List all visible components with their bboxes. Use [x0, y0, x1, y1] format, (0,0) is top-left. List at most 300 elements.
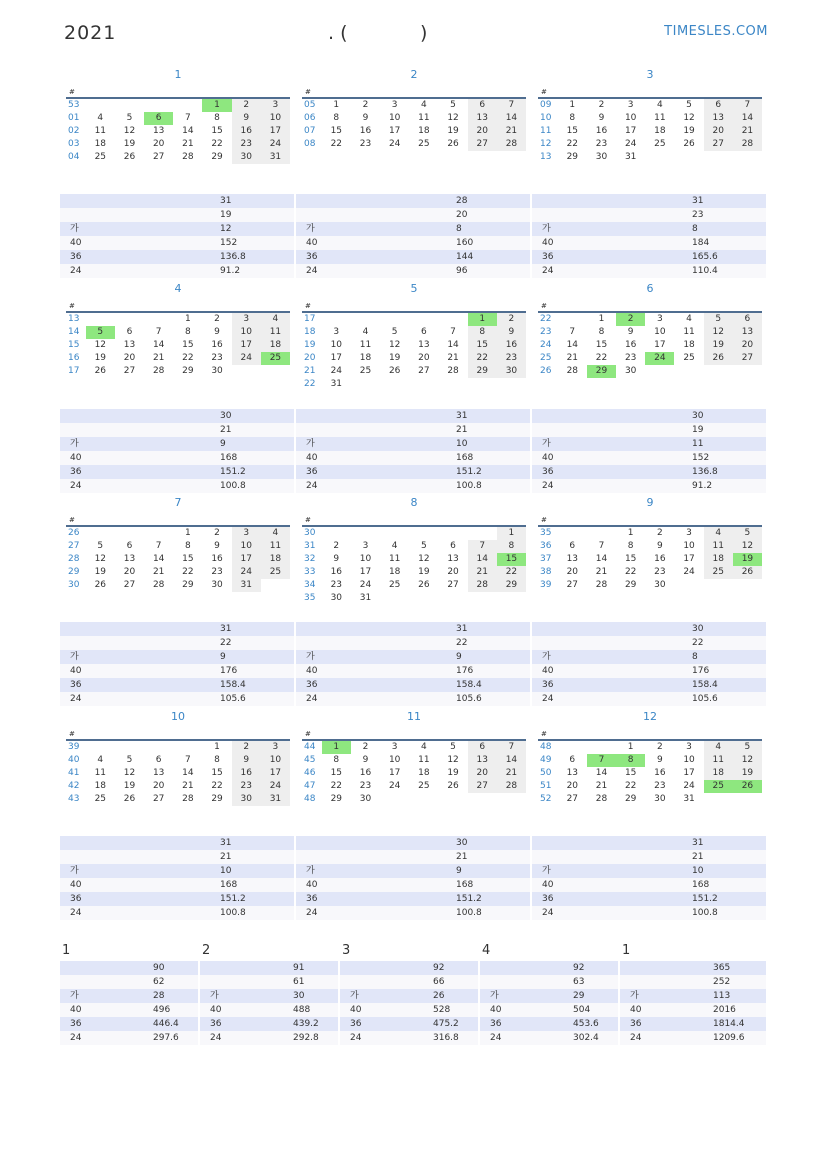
day-cell[interactable]: 3 — [391, 100, 398, 110]
day-cell[interactable]: 5 — [86, 326, 115, 339]
day-cell[interactable]: 20 — [566, 781, 579, 791]
day-cell[interactable]: 6 — [126, 541, 133, 551]
day-cell[interactable]: 26 — [447, 139, 459, 149]
day-cell[interactable]: 16 — [654, 768, 666, 778]
day-cell[interactable]: 19 — [418, 567, 430, 577]
day-cell[interactable]: 7 — [184, 755, 191, 765]
day-cell[interactable]: 30 — [595, 152, 608, 162]
day-cell[interactable]: 9 — [232, 754, 261, 767]
day-cell[interactable]: 27 — [123, 580, 136, 590]
day-cell[interactable]: 18 — [94, 139, 107, 149]
day-cell[interactable]: 12 — [733, 540, 762, 553]
day-cell[interactable]: 8 — [468, 326, 497, 339]
day-cell[interactable]: 9 — [214, 327, 220, 337]
day-cell[interactable]: 16 — [654, 554, 666, 564]
day-cell[interactable]: 16 — [595, 126, 608, 136]
day-cell[interactable]: 15 — [182, 340, 194, 350]
day-cell[interactable]: 17 — [359, 567, 372, 577]
day-cell[interactable]: 5 — [126, 755, 133, 765]
day-cell[interactable]: 13 — [733, 326, 762, 339]
day-cell[interactable]: 25 — [418, 139, 430, 149]
day-cell[interactable]: 21 — [182, 781, 194, 791]
day-cell[interactable]: 25 — [418, 781, 430, 791]
day-cell[interactable]: 1 — [322, 741, 351, 754]
day-cell[interactable]: 3 — [232, 527, 261, 540]
day-cell[interactable]: 15 — [211, 126, 223, 136]
day-cell[interactable]: 3 — [232, 313, 261, 326]
day-cell[interactable]: 2 — [598, 100, 605, 110]
day-cell[interactable]: 29 — [211, 794, 223, 804]
day-cell[interactable]: 21 — [497, 767, 526, 780]
day-cell[interactable]: 19 — [683, 126, 695, 136]
day-cell[interactable]: 1 — [569, 100, 576, 110]
day-cell[interactable]: 14 — [152, 554, 165, 564]
day-cell[interactable]: 17 — [232, 339, 261, 352]
day-cell[interactable]: 7 — [587, 754, 616, 767]
day-cell[interactable]: 21 — [733, 125, 762, 138]
day-cell[interactable]: 19 — [733, 553, 762, 566]
day-cell[interactable]: 27 — [733, 352, 762, 365]
day-cell[interactable]: 29 — [468, 365, 497, 378]
day-cell[interactable]: 31 — [261, 793, 290, 806]
day-cell[interactable]: 1 — [468, 313, 497, 326]
day-cell[interactable]: 9 — [656, 755, 663, 765]
day-cell[interactable]: 12 — [447, 113, 459, 123]
day-cell[interactable]: 31 — [330, 379, 343, 389]
day-cell[interactable]: 10 — [261, 754, 290, 767]
day-cell[interactable]: 17 — [388, 126, 401, 136]
day-cell[interactable]: 31 — [261, 151, 290, 164]
day-cell[interactable]: 22 — [468, 352, 497, 365]
day-cell[interactable]: 14 — [182, 768, 194, 778]
day-cell[interactable]: 4 — [704, 527, 733, 540]
day-cell[interactable]: 24 — [388, 781, 401, 791]
day-cell[interactable]: 23 — [359, 139, 372, 149]
day-cell[interactable]: 4 — [97, 113, 104, 123]
day-cell[interactable]: 26 — [388, 366, 401, 376]
day-cell[interactable]: 20 — [447, 567, 459, 577]
day-cell[interactable]: 25 — [704, 780, 733, 793]
day-cell[interactable]: 17 — [624, 126, 637, 136]
day-cell[interactable]: 28 — [595, 580, 608, 590]
day-cell[interactable]: 24 — [645, 352, 674, 365]
day-cell[interactable]: 8 — [333, 755, 340, 765]
day-cell[interactable]: 30 — [654, 580, 666, 590]
day-cell[interactable]: 23 — [359, 781, 372, 791]
day-cell[interactable]: 18 — [418, 768, 430, 778]
day-cell[interactable]: 22 — [182, 567, 194, 577]
day-cell[interactable]: 13 — [566, 554, 579, 564]
day-cell[interactable]: 27 — [418, 366, 430, 376]
day-cell[interactable]: 2 — [656, 742, 663, 752]
day-cell[interactable]: 4 — [420, 100, 427, 110]
day-cell[interactable]: 18 — [388, 567, 401, 577]
day-cell[interactable]: 29 — [587, 365, 616, 378]
day-cell[interactable]: 18 — [359, 353, 372, 363]
day-cell[interactable]: 18 — [654, 126, 666, 136]
day-cell[interactable]: 8 — [184, 327, 191, 337]
day-cell[interactable]: 28 — [468, 579, 497, 592]
day-cell[interactable]: 16 — [359, 126, 372, 136]
day-cell[interactable]: 25 — [94, 152, 107, 162]
day-cell[interactable]: 19 — [123, 139, 136, 149]
day-cell[interactable]: 3 — [686, 528, 692, 538]
day-cell[interactable]: 21 — [152, 567, 165, 577]
day-cell[interactable]: 8 — [214, 113, 220, 123]
day-cell[interactable]: 28 — [733, 138, 762, 151]
day-cell[interactable]: 28 — [497, 138, 526, 151]
day-cell[interactable]: 11 — [418, 755, 430, 765]
day-cell[interactable]: 10 — [683, 541, 695, 551]
day-cell[interactable]: 21 — [497, 125, 526, 138]
day-cell[interactable]: 17 — [654, 340, 666, 350]
day-cell[interactable]: 6 — [569, 755, 576, 765]
day-cell[interactable]: 10 — [388, 113, 401, 123]
day-cell[interactable]: 1 — [627, 742, 634, 752]
day-cell[interactable]: 18 — [261, 339, 290, 352]
day-cell[interactable]: 18 — [261, 553, 290, 566]
day-cell[interactable]: 10 — [654, 327, 666, 337]
day-cell[interactable]: 22 — [330, 781, 343, 791]
day-cell[interactable]: 1 — [497, 527, 526, 540]
day-cell[interactable]: 6 — [126, 327, 133, 337]
day-cell[interactable]: 1 — [184, 314, 191, 324]
day-cell[interactable]: 5 — [97, 541, 104, 551]
day-cell[interactable]: 7 — [155, 541, 162, 551]
day-cell[interactable]: 19 — [733, 767, 762, 780]
day-cell[interactable]: 2 — [333, 541, 340, 551]
day-cell[interactable]: 13 — [447, 554, 459, 564]
day-cell[interactable]: 20 — [152, 139, 165, 149]
day-cell[interactable]: 8 — [569, 113, 576, 123]
day-cell[interactable]: 27 — [704, 138, 733, 151]
day-cell[interactable]: 25 — [359, 366, 372, 376]
day-cell[interactable]: 4 — [261, 313, 290, 326]
day-cell[interactable]: 24 — [232, 352, 261, 365]
day-cell[interactable]: 8 — [616, 754, 645, 767]
day-cell[interactable]: 15 — [468, 339, 497, 352]
day-cell[interactable]: 6 — [155, 755, 162, 765]
day-cell[interactable]: 13 — [123, 340, 136, 350]
day-cell[interactable]: 2 — [232, 99, 261, 112]
day-cell[interactable]: 31 — [359, 593, 372, 603]
day-cell[interactable]: 20 — [123, 353, 136, 363]
day-cell[interactable]: 16 — [211, 340, 223, 350]
day-cell[interactable]: 7 — [733, 99, 762, 112]
day-cell[interactable]: 17 — [261, 125, 290, 138]
day-cell[interactable]: 31 — [683, 794, 695, 804]
day-cell[interactable]: 22 — [624, 781, 637, 791]
day-cell[interactable]: 28 — [182, 794, 194, 804]
day-cell[interactable]: 4 — [420, 742, 427, 752]
day-cell[interactable]: 1 — [598, 314, 605, 324]
day-cell[interactable]: 5 — [733, 527, 762, 540]
day-cell[interactable]: 23 — [654, 567, 666, 577]
day-cell[interactable]: 27 — [123, 366, 136, 376]
day-cell[interactable]: 23 — [497, 352, 526, 365]
day-cell[interactable]: 19 — [447, 768, 459, 778]
day-cell[interactable]: 13 — [566, 768, 579, 778]
day-cell[interactable]: 17 — [683, 554, 695, 564]
day-cell[interactable]: 8 — [627, 541, 634, 551]
day-cell[interactable]: 9 — [214, 541, 220, 551]
day-cell[interactable]: 23 — [211, 567, 223, 577]
day-cell[interactable]: 28 — [152, 580, 165, 590]
day-cell[interactable]: 1 — [184, 528, 191, 538]
day-cell[interactable]: 3 — [333, 327, 340, 337]
day-cell[interactable]: 29 — [566, 152, 579, 162]
day-cell[interactable]: 30 — [654, 794, 666, 804]
day-cell[interactable]: 14 — [733, 112, 762, 125]
day-cell[interactable]: 25 — [704, 566, 733, 579]
day-cell[interactable]: 12 — [388, 340, 401, 350]
day-cell[interactable]: 2 — [362, 100, 369, 110]
day-cell[interactable]: 24 — [330, 366, 343, 376]
day-cell[interactable]: 7 — [598, 541, 605, 551]
day-cell[interactable]: 7 — [184, 113, 191, 123]
day-cell[interactable]: 21 — [182, 139, 194, 149]
day-cell[interactable]: 24 — [261, 780, 290, 793]
day-cell[interactable]: 24 — [359, 580, 372, 590]
day-cell[interactable]: 1 — [627, 528, 634, 538]
day-cell[interactable]: 27 — [152, 794, 165, 804]
day-cell[interactable]: 14 — [566, 340, 579, 350]
day-cell[interactable]: 2 — [656, 528, 663, 538]
day-cell[interactable]: 30 — [211, 366, 223, 376]
day-cell[interactable]: 26 — [733, 566, 762, 579]
day-cell[interactable]: 11 — [418, 113, 430, 123]
day-cell[interactable]: 18 — [418, 126, 430, 136]
day-cell[interactable]: 19 — [447, 126, 459, 136]
day-cell[interactable]: 11 — [388, 554, 401, 564]
day-cell[interactable]: 29 — [182, 580, 194, 590]
day-cell[interactable]: 2 — [362, 742, 369, 752]
day-cell[interactable]: 28 — [595, 794, 608, 804]
day-cell[interactable]: 9 — [598, 113, 605, 123]
day-cell[interactable]: 16 — [359, 768, 372, 778]
day-cell[interactable]: 24 — [388, 139, 401, 149]
day-cell[interactable]: 21 — [468, 566, 497, 579]
day-cell[interactable]: 10 — [683, 755, 695, 765]
day-cell[interactable]: 3 — [391, 742, 398, 752]
day-cell[interactable]: 26 — [94, 580, 107, 590]
day-cell[interactable]: 23 — [232, 780, 261, 793]
day-cell[interactable]: 21 — [566, 353, 579, 363]
day-cell[interactable]: 5 — [733, 741, 762, 754]
day-cell[interactable]: 10 — [261, 112, 290, 125]
day-cell[interactable]: 12 — [94, 340, 107, 350]
day-cell[interactable]: 20 — [418, 353, 430, 363]
day-cell[interactable]: 14 — [152, 340, 165, 350]
day-cell[interactable]: 15 — [330, 126, 343, 136]
day-cell[interactable]: 24 — [624, 139, 637, 149]
day-cell[interactable]: 12 — [704, 326, 733, 339]
day-cell[interactable]: 8 — [497, 540, 526, 553]
day-cell[interactable]: 9 — [362, 113, 369, 123]
day-cell[interactable]: 26 — [418, 580, 430, 590]
day-cell[interactable]: 19 — [704, 339, 733, 352]
day-cell[interactable]: 10 — [388, 755, 401, 765]
day-cell[interactable]: 6 — [144, 112, 173, 125]
day-cell[interactable]: 7 — [468, 540, 497, 553]
day-cell[interactable]: 26 — [733, 780, 762, 793]
day-cell[interactable]: 19 — [94, 353, 107, 363]
day-cell[interactable]: 6 — [733, 313, 762, 326]
day-cell[interactable]: 16 — [330, 567, 343, 577]
day-cell[interactable]: 14 — [497, 112, 526, 125]
day-cell[interactable]: 28 — [182, 152, 194, 162]
day-cell[interactable]: 20 — [123, 567, 136, 577]
day-cell[interactable]: 28 — [497, 780, 526, 793]
day-cell[interactable]: 9 — [333, 554, 340, 564]
day-cell[interactable]: 12 — [123, 126, 136, 136]
day-cell[interactable]: 24 — [683, 781, 695, 791]
day-cell[interactable]: 25 — [94, 794, 107, 804]
day-cell[interactable]: 8 — [214, 755, 220, 765]
day-cell[interactable]: 6 — [450, 541, 456, 551]
day-cell[interactable]: 10 — [624, 113, 637, 123]
day-cell[interactable]: 22 — [595, 353, 608, 363]
day-cell[interactable]: 4 — [97, 755, 104, 765]
day-cell[interactable]: 12 — [447, 755, 459, 765]
day-cell[interactable]: 27 — [468, 780, 497, 793]
day-cell[interactable]: 1 — [333, 100, 340, 110]
day-cell[interactable]: 17 — [232, 553, 261, 566]
day-cell[interactable]: 13 — [123, 554, 136, 564]
day-cell[interactable]: 16 — [211, 554, 223, 564]
day-cell[interactable]: 29 — [624, 794, 637, 804]
day-cell[interactable]: 19 — [94, 567, 107, 577]
day-cell[interactable]: 28 — [447, 366, 459, 376]
day-cell[interactable]: 23 — [624, 353, 637, 363]
day-cell[interactable]: 17 — [261, 767, 290, 780]
day-cell[interactable]: 28 — [566, 366, 579, 376]
day-cell[interactable]: 25 — [261, 352, 290, 365]
day-cell[interactable]: 6 — [704, 99, 733, 112]
day-cell[interactable]: 12 — [683, 113, 695, 123]
day-cell[interactable]: 26 — [123, 152, 136, 162]
day-cell[interactable]: 12 — [733, 754, 762, 767]
day-cell[interactable]: 25 — [654, 139, 666, 149]
day-cell[interactable]: 31 — [624, 152, 637, 162]
day-cell[interactable]: 2 — [214, 314, 220, 324]
day-cell[interactable]: 14 — [447, 340, 459, 350]
day-cell[interactable]: 30 — [232, 151, 261, 164]
day-cell[interactable]: 7 — [155, 327, 162, 337]
day-cell[interactable]: 3 — [686, 742, 692, 752]
day-cell[interactable]: 7 — [497, 99, 526, 112]
day-cell[interactable]: 22 — [624, 567, 637, 577]
day-cell[interactable]: 30 — [330, 593, 343, 603]
day-cell[interactable]: 5 — [704, 313, 733, 326]
day-cell[interactable]: 24 — [683, 567, 695, 577]
day-cell[interactable]: 3 — [362, 541, 369, 551]
day-cell[interactable]: 2 — [232, 741, 261, 754]
day-cell[interactable]: 15 — [566, 126, 579, 136]
day-cell[interactable]: 25 — [683, 353, 695, 363]
day-cell[interactable]: 14 — [182, 126, 194, 136]
day-cell[interactable]: 29 — [624, 580, 637, 590]
day-cell[interactable]: 4 — [261, 527, 290, 540]
day-cell[interactable]: 9 — [497, 326, 526, 339]
day-cell[interactable]: 11 — [261, 326, 290, 339]
day-cell[interactable]: 18 — [683, 340, 695, 350]
day-cell[interactable]: 16 — [232, 125, 261, 138]
day-cell[interactable]: 29 — [330, 794, 343, 804]
day-cell[interactable]: 6 — [420, 327, 427, 337]
day-cell[interactable]: 22 — [330, 139, 343, 149]
day-cell[interactable]: 11 — [704, 540, 733, 553]
day-cell[interactable]: 6 — [468, 741, 497, 754]
day-cell[interactable]: 11 — [94, 768, 107, 778]
day-cell[interactable]: 20 — [152, 781, 165, 791]
day-cell[interactable]: 19 — [388, 353, 401, 363]
day-cell[interactable]: 30 — [232, 793, 261, 806]
day-cell[interactable]: 17 — [388, 768, 401, 778]
day-cell[interactable]: 4 — [656, 100, 663, 110]
day-cell[interactable]: 4 — [704, 741, 733, 754]
day-cell[interactable]: 15 — [624, 554, 637, 564]
day-cell[interactable]: 2 — [214, 528, 220, 538]
day-cell[interactable]: 15 — [595, 340, 608, 350]
day-cell[interactable]: 3 — [656, 314, 663, 324]
day-cell[interactable]: 20 — [468, 125, 497, 138]
day-cell[interactable]: 27 — [566, 580, 579, 590]
day-cell[interactable]: 11 — [94, 126, 107, 136]
day-cell[interactable]: 17 — [683, 768, 695, 778]
day-cell[interactable]: 4 — [391, 541, 398, 551]
day-cell[interactable]: 14 — [595, 554, 608, 564]
day-cell[interactable]: 18 — [704, 553, 733, 566]
day-cell[interactable]: 10 — [359, 554, 372, 564]
day-cell[interactable]: 26 — [447, 781, 459, 791]
day-cell[interactable]: 9 — [656, 541, 663, 551]
day-cell[interactable]: 11 — [359, 340, 372, 350]
day-cell[interactable]: 1 — [202, 99, 231, 112]
day-cell[interactable]: 3 — [261, 741, 290, 754]
day-cell[interactable]: 22 — [211, 781, 223, 791]
day-cell[interactable]: 29 — [211, 152, 223, 162]
day-cell[interactable]: 22 — [566, 139, 579, 149]
day-cell[interactable]: 20 — [468, 767, 497, 780]
day-cell[interactable]: 20 — [733, 339, 762, 352]
day-cell[interactable]: 12 — [418, 554, 430, 564]
day-cell[interactable]: 21 — [447, 353, 459, 363]
day-cell[interactable]: 7 — [450, 327, 456, 337]
day-cell[interactable]: 13 — [468, 754, 497, 767]
day-cell[interactable]: 22 — [211, 139, 223, 149]
day-cell[interactable]: 21 — [152, 353, 165, 363]
day-cell[interactable]: 21 — [595, 567, 608, 577]
day-cell[interactable]: 15 — [182, 554, 194, 564]
day-cell[interactable]: 20 — [704, 125, 733, 138]
day-cell[interactable]: 8 — [598, 327, 605, 337]
day-cell[interactable]: 23 — [654, 781, 666, 791]
day-cell[interactable]: 2 — [497, 313, 526, 326]
day-cell[interactable]: 11 — [704, 754, 733, 767]
day-cell[interactable]: 25 — [388, 580, 401, 590]
day-cell[interactable]: 26 — [683, 139, 695, 149]
day-cell[interactable]: 24 — [232, 566, 261, 579]
day-cell[interactable]: 29 — [497, 579, 526, 592]
day-cell[interactable]: 5 — [126, 113, 133, 123]
day-cell[interactable]: 27 — [566, 794, 579, 804]
day-cell[interactable]: 26 — [123, 794, 136, 804]
day-cell[interactable]: 10 — [232, 326, 261, 339]
day-cell[interactable]: 9 — [627, 327, 634, 337]
day-cell[interactable]: 15 — [330, 768, 343, 778]
day-cell[interactable]: 19 — [123, 781, 136, 791]
